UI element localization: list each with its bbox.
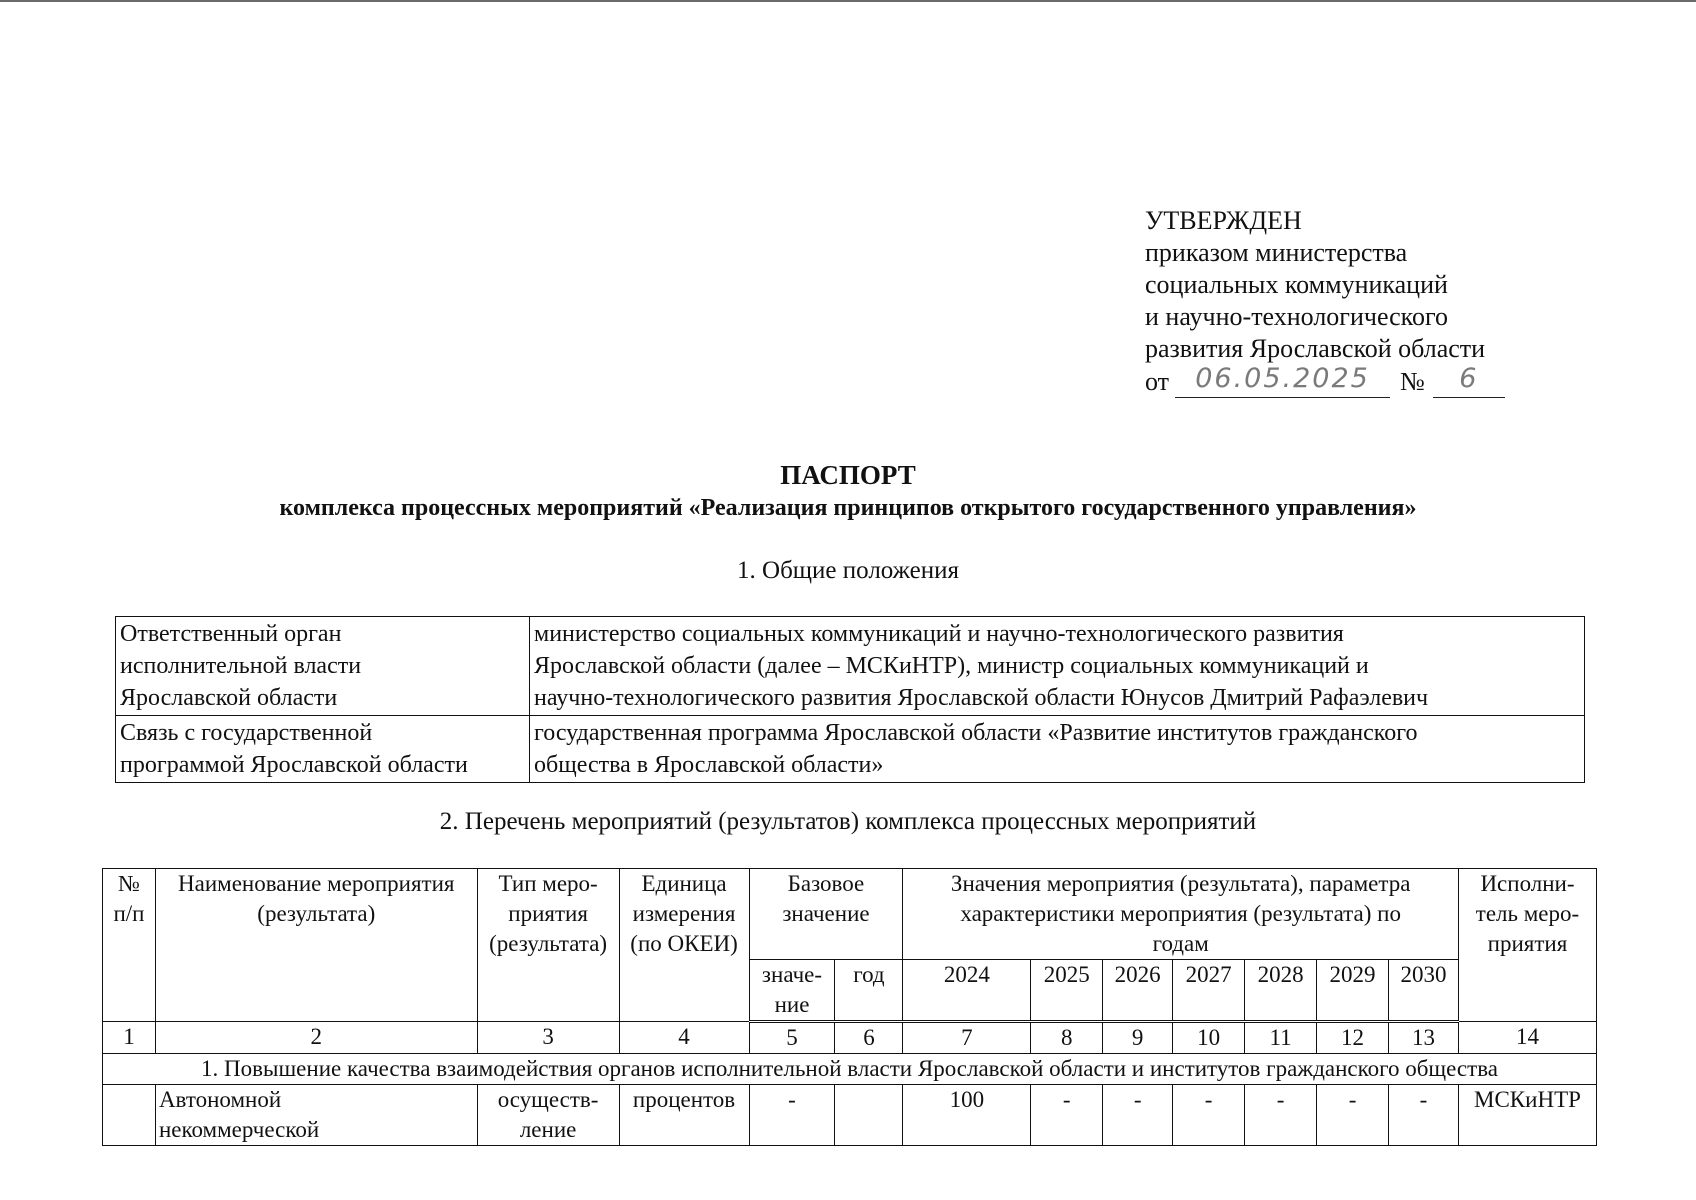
header-base-value: значе- ние	[749, 960, 835, 1022]
row-value: -	[1103, 1085, 1173, 1146]
row-base-year	[835, 1085, 903, 1146]
table-row	[103, 1085, 1597, 1146]
value-line: государственная программа Ярославской области «Развитие институтов гражданского	[534, 720, 1418, 746]
column-number: 9	[1103, 1022, 1173, 1054]
header-num: № п/п	[103, 869, 156, 1022]
header-base-year: год	[835, 960, 903, 1022]
column-number: 12	[1317, 1022, 1389, 1054]
row-executor: МСКиНТР	[1458, 1085, 1596, 1146]
activities-table	[102, 868, 1597, 1146]
header-year: 2024	[903, 960, 1031, 1022]
header-year: 2029	[1317, 960, 1389, 1022]
header-year: 2025	[1031, 960, 1103, 1022]
header-name: Наименование мероприятия (результата)	[155, 869, 477, 1022]
row-value: -	[1031, 1085, 1103, 1146]
approval-heading: УТВЕРЖДЕН	[1145, 206, 1302, 235]
column-numbers-row	[103, 1022, 1597, 1054]
general-row-responsible	[116, 617, 1585, 716]
general-label-cell	[116, 716, 530, 783]
header-type: Тип меро- приятия (результата)	[477, 869, 619, 1022]
header-row-1	[103, 869, 1597, 960]
document-subtitle: комплекса процессных мероприятий «Реализация принципов открытого государственного управления»	[279, 495, 1417, 521]
row-num	[103, 1085, 156, 1146]
general-row-program-link	[116, 716, 1585, 783]
group-title-row	[103, 1054, 1597, 1085]
value-line: Ярославской области (далее – МСКиНТР), министр социальных коммуникаций и	[534, 653, 1369, 679]
label-line: исполнительной власти	[120, 653, 362, 679]
label-line: Ярославской области	[120, 685, 338, 711]
label-line: программой Ярославской области	[120, 752, 468, 778]
header-base: Базовое значение	[749, 869, 903, 960]
date-field	[1175, 365, 1390, 398]
handwritten-date: 06.05.2025	[1195, 363, 1370, 394]
general-provisions-table	[115, 616, 1585, 783]
number-prefix: №	[1400, 367, 1425, 396]
column-number: 2	[155, 1022, 477, 1054]
general-label-cell	[116, 617, 530, 716]
row-value: -	[1245, 1085, 1317, 1146]
approval-stamp-block	[1145, 205, 1505, 398]
header-executor: Исполни- тель меро- приятия	[1458, 869, 1596, 1022]
column-number: 4	[619, 1022, 749, 1054]
document-title: ПАСПОРТ	[780, 460, 916, 490]
section2-heading: 2. Перечень мероприятий (результатов) комплекса процессных мероприятий	[439, 808, 1257, 835]
date-prefix: от	[1145, 367, 1170, 396]
scan-edge-line	[0, 0, 1696, 2]
approval-line: и научно-технологического	[1145, 302, 1449, 331]
column-number: 10	[1173, 1022, 1245, 1054]
column-number: 7	[903, 1022, 1031, 1054]
approval-line: приказом министерства	[1145, 238, 1408, 267]
group-title: 1. Повышение качества взаимодействия органов исполнительной власти Ярославской области и институтов гражданского общества	[103, 1054, 1597, 1085]
row-type: осуществ- ление	[477, 1085, 619, 1146]
row-value: 100	[903, 1085, 1031, 1146]
value-line: общества в Ярославской области»	[534, 752, 884, 778]
section1-heading: 1. Общие положения	[737, 557, 959, 584]
approval-line: развития Ярославской области	[1145, 334, 1486, 363]
number-field	[1433, 365, 1505, 398]
general-value-cell	[530, 716, 1585, 783]
label-line: Связь с государственной	[120, 720, 373, 746]
column-number: 14	[1458, 1022, 1596, 1054]
row-base-value: -	[749, 1085, 835, 1146]
handwritten-number: 6	[1459, 363, 1479, 394]
row-value: -	[1389, 1085, 1459, 1146]
column-number: 5	[749, 1022, 835, 1054]
column-number: 6	[835, 1022, 903, 1054]
column-number: 13	[1389, 1022, 1459, 1054]
column-number: 8	[1031, 1022, 1103, 1054]
column-number: 1	[103, 1022, 156, 1054]
approval-date-line	[1145, 365, 1505, 398]
header-year: 2030	[1389, 960, 1459, 1022]
header-year: 2027	[1173, 960, 1245, 1022]
label-line: Ответственный орган	[120, 621, 342, 647]
approval-line: социальных коммуникаций	[1145, 270, 1448, 299]
header-unit: Единица измерения (по ОКЕИ)	[619, 869, 749, 1022]
row-unit: процентов	[619, 1085, 749, 1146]
header-year: 2026	[1103, 960, 1173, 1022]
row-value: -	[1173, 1085, 1245, 1146]
column-number: 11	[1245, 1022, 1317, 1054]
column-number: 3	[477, 1022, 619, 1054]
header-values: Значения мероприятия (результата), параметра характеристики мероприятия (результата) по годам	[903, 869, 1459, 960]
row-name: Автономной некоммерческой	[155, 1085, 477, 1146]
general-value-cell	[530, 617, 1585, 716]
value-line: научно-технологического развития Ярославской области Юнусов Дмитрий Рафаэлевич	[534, 685, 1429, 711]
header-year: 2028	[1245, 960, 1317, 1022]
value-line: министерство социальных коммуникаций и научно-технологического развития	[534, 621, 1344, 647]
row-value: -	[1317, 1085, 1389, 1146]
